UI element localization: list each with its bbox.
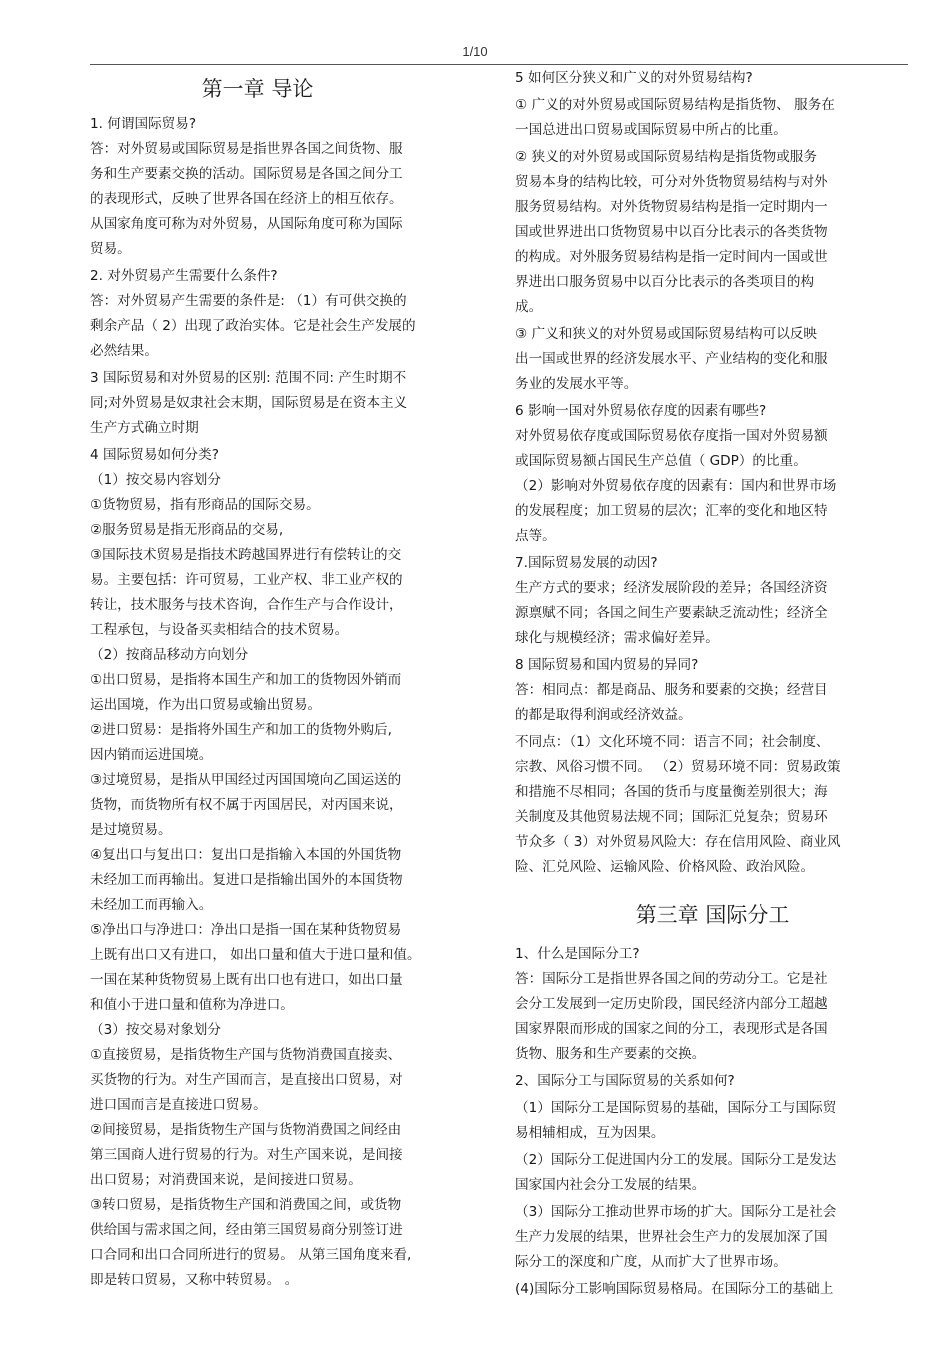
text-line: （1）按交易内容划分 xyxy=(90,472,221,488)
text-line: 剩余产品（ 2）出现了政治实体。它是社会生产发展的 xyxy=(90,318,416,334)
text-line: （2）国际分工促进国内分工的发展。国际分工是发达 xyxy=(515,1152,837,1168)
text-line: 从国家角度可称为对外贸易，从国际角度可称为国际 xyxy=(90,216,403,232)
right-text-block-bottom xyxy=(515,942,910,1302)
text-line: 务业的发展水平等。 xyxy=(515,376,638,392)
text-line: 即是转口贸易，又称中转贸易。 。 xyxy=(90,1272,299,1288)
text-line: 的发展程度；加工贸易的层次；汇率的变化和地区特 xyxy=(515,503,828,519)
text-line: 因内销而运进国境。 xyxy=(90,747,213,763)
text-line: 出一国或世界的经济发展水平、产业结构的变化和服 xyxy=(515,351,828,367)
text-line: ① 广义的对外贸易或国际贸易结构是指货物、 服务在 xyxy=(515,97,835,113)
text-line: 界进出口服务贸易中以百分比表示的各类项目的构 xyxy=(515,274,815,290)
text-line: 和值小于进口量和值称为净进口。 xyxy=(90,997,294,1013)
text-line: ⑤净出口与净进口：净出口是指一国在某种货物贸易 xyxy=(90,922,402,938)
text-line: 贸易。 xyxy=(90,241,131,257)
text-line: 2. 对外贸易产生需要什么条件? xyxy=(90,268,278,284)
text-line: 易相辅相成，互为因果。 xyxy=(515,1125,665,1141)
text-line: 运出国境，作为出口贸易或输出贸易。 xyxy=(90,697,322,713)
text-line: 答：对外贸易产生需要的条件是: （1）有可供交换的 xyxy=(90,293,407,309)
text-line: 国家界限而形成的国家之间的分工，表现形式是各国 xyxy=(515,1021,828,1037)
page-number: 1/10 xyxy=(462,44,488,59)
text-line: 1、什么是国际分工? xyxy=(515,946,640,962)
text-line: (4)国际分工影响国际贸易格局。在国际分工的基础上 xyxy=(515,1281,834,1297)
right-column xyxy=(515,66,910,1302)
text-line: 的表现形式，反映了世界各国在经济上的相互依存。 xyxy=(90,191,403,207)
text-line: ③ 广义和狭义的对外贸易或国际贸易结构可以反映 xyxy=(515,326,817,342)
text-line: ④复出口与复出口：复出口是指输入本国的外国货物 xyxy=(90,847,402,863)
text-line: 生产力发展的结果，世界社会生产力的发展加深了国 xyxy=(515,1229,828,1245)
text-line: 一国在某种货物贸易上既有出口也有进口，如出口量 xyxy=(90,972,403,988)
text-line: 工程承包，与设备买卖相结合的技术贸易。 xyxy=(90,622,349,638)
text-line: ③国际技术贸易是指技术跨越国界进行有偿转让的交 xyxy=(90,547,402,563)
text-line: 际分工的深度和广度，从而扩大了世界市场。 xyxy=(515,1254,787,1270)
text-line: ①直接贸易，是指货物生产国与货物消费国直接卖、 xyxy=(90,1047,402,1063)
text-line: ②间接贸易，是指货物生产国与货物消费国之间经由 xyxy=(90,1122,402,1138)
text-line: 货物、服务和生产要素的交换。 xyxy=(515,1046,706,1062)
text-line: 易。主要包括：许可贸易，工业产权、非工业产权的 xyxy=(90,572,403,588)
text-line: ③转口贸易，是指货物生产国和消费国之间，或货物 xyxy=(90,1197,402,1213)
text-line: 进口国而言是直接进口贸易。 xyxy=(90,1097,267,1113)
text-line: （3）国际分工推动世界市场的扩大。国际分工是社会 xyxy=(515,1204,837,1220)
text-line: 答：国际分工是指世界各国之间的劳动分工。它是社 xyxy=(515,971,828,987)
text-line: 球化与规模经济；需求偏好差异。 xyxy=(515,630,719,646)
text-line: 同;对外贸易是奴隶社会末期，国际贸易是在资本主义 xyxy=(90,395,408,411)
text-line: 点等。 xyxy=(515,528,556,544)
text-line: 贸易本身的结构比较，可分对外货物贸易结构与对外 xyxy=(515,174,828,190)
text-line: 险、汇兑风险、运输风险、价格风险、政治风险。 xyxy=(515,859,815,875)
text-line: ①货物贸易，指有形商品的国际交易。 xyxy=(90,497,320,513)
right-text-block-top xyxy=(515,66,910,880)
text-line: 是过境贸易。 xyxy=(90,822,172,838)
text-line: 供给国与需求国之间，经由第三国贸易商分别签订进 xyxy=(90,1222,403,1238)
text-line: 宗教、风俗习惯不同。 （2）贸易环境不同：贸易政策 xyxy=(515,759,841,775)
text-line: 1. 何谓国际贸易? xyxy=(90,116,197,132)
text-line: 关制度及其他贸易法规不同；国际汇兑复杂；贸易环 xyxy=(515,809,828,825)
text-line: 服务贸易结构。对外货物贸易结构是指一定时期内一 xyxy=(515,199,828,215)
text-line: 口合同和出口合同所进行的贸易。 从第三国角度来看, xyxy=(90,1247,412,1263)
text-line: 转让，技术服务与技术咨询，合作生产与合作设计， xyxy=(90,597,403,613)
text-line: 货物，而货物所有权不属于丙国居民，对丙国来说， xyxy=(90,797,403,813)
text-line: 或国际贸易额占国民生产总值（ GDP）的比重。 xyxy=(515,453,807,469)
text-line: 对外贸易依存度或国际贸易依存度指一国对外贸易额 xyxy=(515,428,828,444)
text-line: 国家国内社会分工发展的结果。 xyxy=(515,1177,706,1193)
text-line: 上既有出口又有进口， 如出口量和值大于进口量和值。 xyxy=(90,947,421,963)
text-line: 5 如何区分狭义和广义的对外贸易结构? xyxy=(515,70,753,86)
text-line: （2）影响对外贸易依存度的因素有：国内和世界市场 xyxy=(515,478,837,494)
left-text-block xyxy=(90,112,485,1293)
left-column xyxy=(90,66,485,1293)
text-line: 一国总进出口贸易或国际贸易中所占的比重。 xyxy=(515,122,787,138)
text-line: 和措施不尽相同；各国的货币与度量衡差别很大；海 xyxy=(515,784,828,800)
text-line: 答：对外贸易或国际贸易是指世界各国之间货物、服 xyxy=(90,141,403,157)
text-line: （3）按交易对象划分 xyxy=(90,1022,221,1038)
text-line: ②服务贸易是指无形商品的交易, xyxy=(90,522,284,538)
chapter-1-heading: 第一章 导论 xyxy=(201,77,314,101)
text-line: 买货物的行为。对生产国而言，是直接出口贸易，对 xyxy=(90,1072,403,1088)
text-line: 2、国际分工与国际贸易的关系如何? xyxy=(515,1073,735,1089)
text-line: 会分工发展到一定历史阶段，国民经济内部分工超越 xyxy=(515,996,828,1012)
text-line: 7.国际贸易发展的动因? xyxy=(515,555,658,571)
text-line: 务和生产要素交换的活动。国际贸易是各国之间分工 xyxy=(90,166,403,182)
text-line: ② 狭义的对外贸易或国际贸易结构是指货物或服务 xyxy=(515,149,817,165)
text-line: ①出口贸易，是指将本国生产和加工的货物因外销而 xyxy=(90,672,402,688)
text-line: （2）按商品移动方向划分 xyxy=(90,647,249,663)
text-line: 生产方式确立时期 xyxy=(90,420,199,436)
text-line: 第三国商人进行贸易的行为。对生产国来说，是间接 xyxy=(90,1147,403,1163)
text-line: 生产方式的要求；经济发展阶段的差异；各国经济资 xyxy=(515,580,828,596)
text-line: 未经加工而再输入。 xyxy=(90,897,213,913)
text-line: （1）国际分工是国际贸易的基础，国际分工与国际贸 xyxy=(515,1100,837,1116)
text-line: ③过境贸易，是指从甲国经过丙国国境向乙国运送的 xyxy=(90,772,402,788)
text-line: 国或世界进出口货物贸易中以百分比表示的各类货物 xyxy=(515,224,828,240)
text-line: 源禀赋不同；各国之间生产要素缺乏流动性；经济全 xyxy=(515,605,828,621)
text-line: 成。 xyxy=(515,299,543,315)
chapter-3-heading: 第三章 国际分工 xyxy=(635,903,790,927)
text-line: 节众多（ 3）对外贸易风险大：存在信用风险、商业风 xyxy=(515,834,841,850)
text-line: 不同点：（1）文化环境不同：语言不同；社会制度、 xyxy=(515,734,830,750)
text-line: 6 影响一国对外贸易依存度的因素有哪些? xyxy=(515,403,767,419)
text-line: 3 国际贸易和对外贸易的区别: 范围不同: 产生时期不 xyxy=(90,370,407,386)
text-line: 未经加工而再输出。复进口是指输出国外的本国货物 xyxy=(90,872,403,888)
text-line: 的都是取得利润或经济效益。 xyxy=(515,707,692,723)
text-line: 的构成。对外服务贸易结构是指一定时间内一国或世 xyxy=(515,249,828,265)
text-line: 必然结果。 xyxy=(90,343,158,359)
text-line: 答：相同点：都是商品、服务和要素的交换；经营目 xyxy=(515,682,828,698)
text-line: 8 国际贸易和国内贸易的异同? xyxy=(515,657,699,673)
header-rule xyxy=(90,64,908,65)
text-line: ②进口贸易：是指将外国生产和加工的货物外购后, xyxy=(90,722,392,738)
text-line: 4 国际贸易如何分类? xyxy=(90,447,219,463)
text-line: 出口贸易；对消费国来说，是间接进口贸易。 xyxy=(90,1172,362,1188)
